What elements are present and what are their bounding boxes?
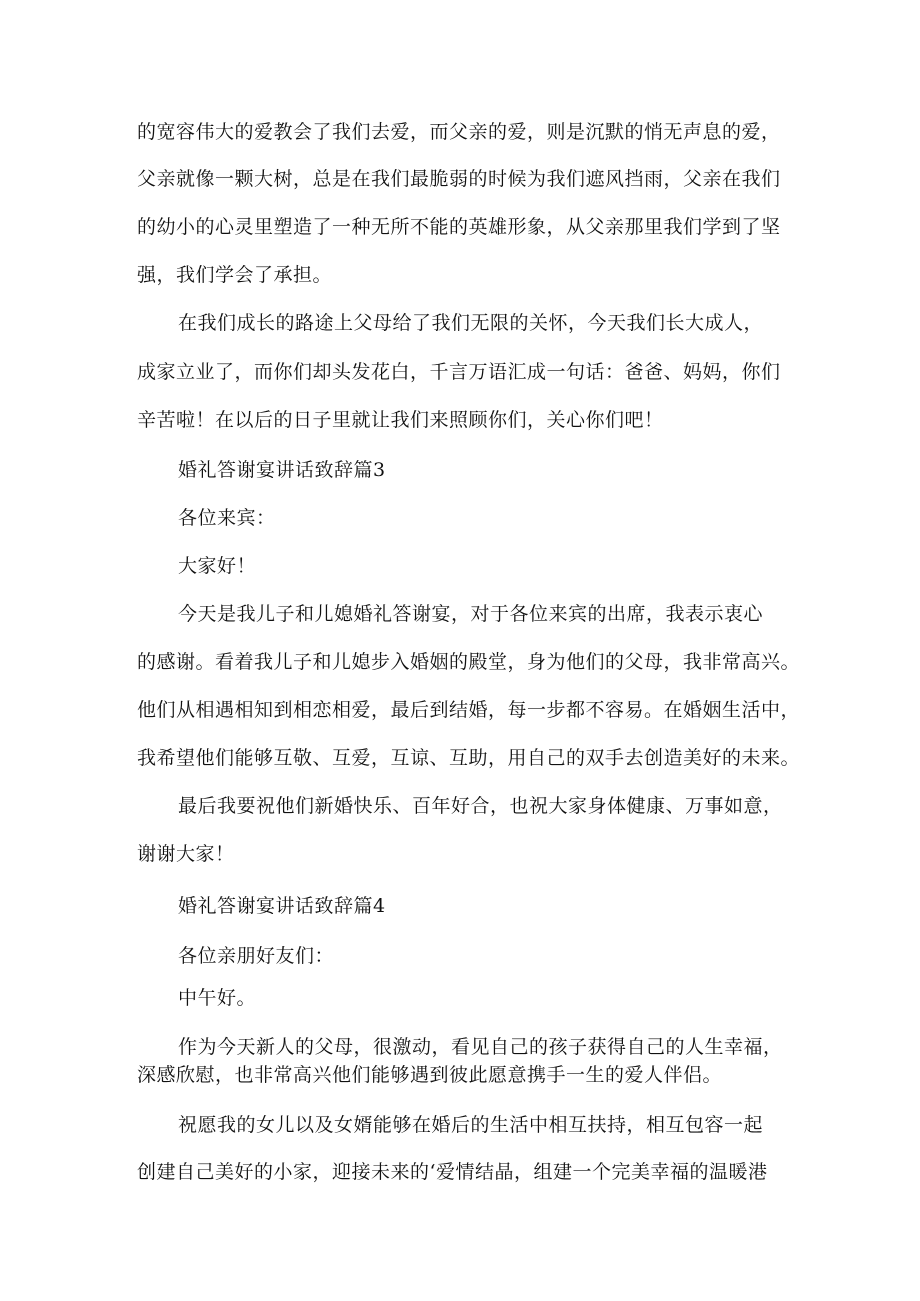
paragraph-line: 祝愿我的女儿以及女婿能够在婚后的生活中相互扶持，相互包容一起 — [178, 1114, 764, 1136]
paragraph-line: 在我们成长的路途上父母给了我们无限的关怀，今天我们长大成人， — [178, 312, 764, 334]
paragraph-line: 他们从相遇相知到相恋相爱，最后到结婚，每一步都不容易。在婚姻生活中， — [137, 699, 801, 721]
paragraph-line: 强，我们学会了承担。 — [137, 264, 333, 286]
paragraph-line: 辛苦啦！在以后的日子里就让我们来照顾你们，关心你们吧！ — [137, 409, 664, 431]
greeting: 大家好！ — [178, 555, 257, 577]
greeting: 中午好。 — [178, 987, 257, 1009]
section-heading: 婚礼答谢宴讲话致辞篇4 — [178, 895, 386, 917]
salutation: 各位来宾： — [178, 507, 276, 529]
paragraph-line: 创建自己美好的小家，迎接未来的‘爱情结晶，组建一个完美幸福的温暖港 — [137, 1161, 768, 1183]
paragraph-line: 谢谢大家！ — [137, 843, 235, 865]
paragraph-line: 最后我要祝他们新婚快乐、百年好合，也祝大家身体健康、万事如意， — [178, 795, 783, 817]
paragraph-line: 的幼小的心灵里塑造了一种无所不能的英雄形象，从父亲那里我们学到了坚 — [137, 216, 781, 238]
paragraph-line: 的感谢。看着我儿子和儿媳步入婚姻的殿堂，身为他们的父母，我非常高兴。 — [137, 651, 801, 673]
paragraph-line: 成家立业了，而你们却头发花白，千言万语汇成一句话：爸爸、妈妈，你们 — [137, 361, 781, 383]
salutation: 各位亲朋好友们： — [178, 945, 335, 967]
paragraph-line: 的宽容伟大的爱教会了我们去爱，而父亲的爱，则是沉默的悄无声息的爱， — [137, 121, 781, 143]
paragraph-line: 今天是我儿子和儿媳婚礼答谢宴，对于各位来宾的出席，我表示衷心 — [178, 603, 764, 625]
paragraph-line: 我希望他们能够互敬、互爱，互谅、互助，用自己的双手去创造美好的未来。 — [137, 747, 801, 769]
section-heading: 婚礼答谢宴讲话致辞篇3 — [178, 459, 386, 481]
paragraph-line: 父亲就像一颗大树，总是在我们最脆弱的时候为我们遮风挡雨，父亲在我们 — [137, 168, 781, 190]
paragraph-line: 深感欣慰，也非常高兴他们能够遇到彼此愿意携手一生的爱人伴侣。 — [137, 1064, 723, 1086]
paragraph-line: 作为今天新人的父母，很激动，看见自己的孩子获得自己的人生幸福， — [178, 1036, 783, 1058]
